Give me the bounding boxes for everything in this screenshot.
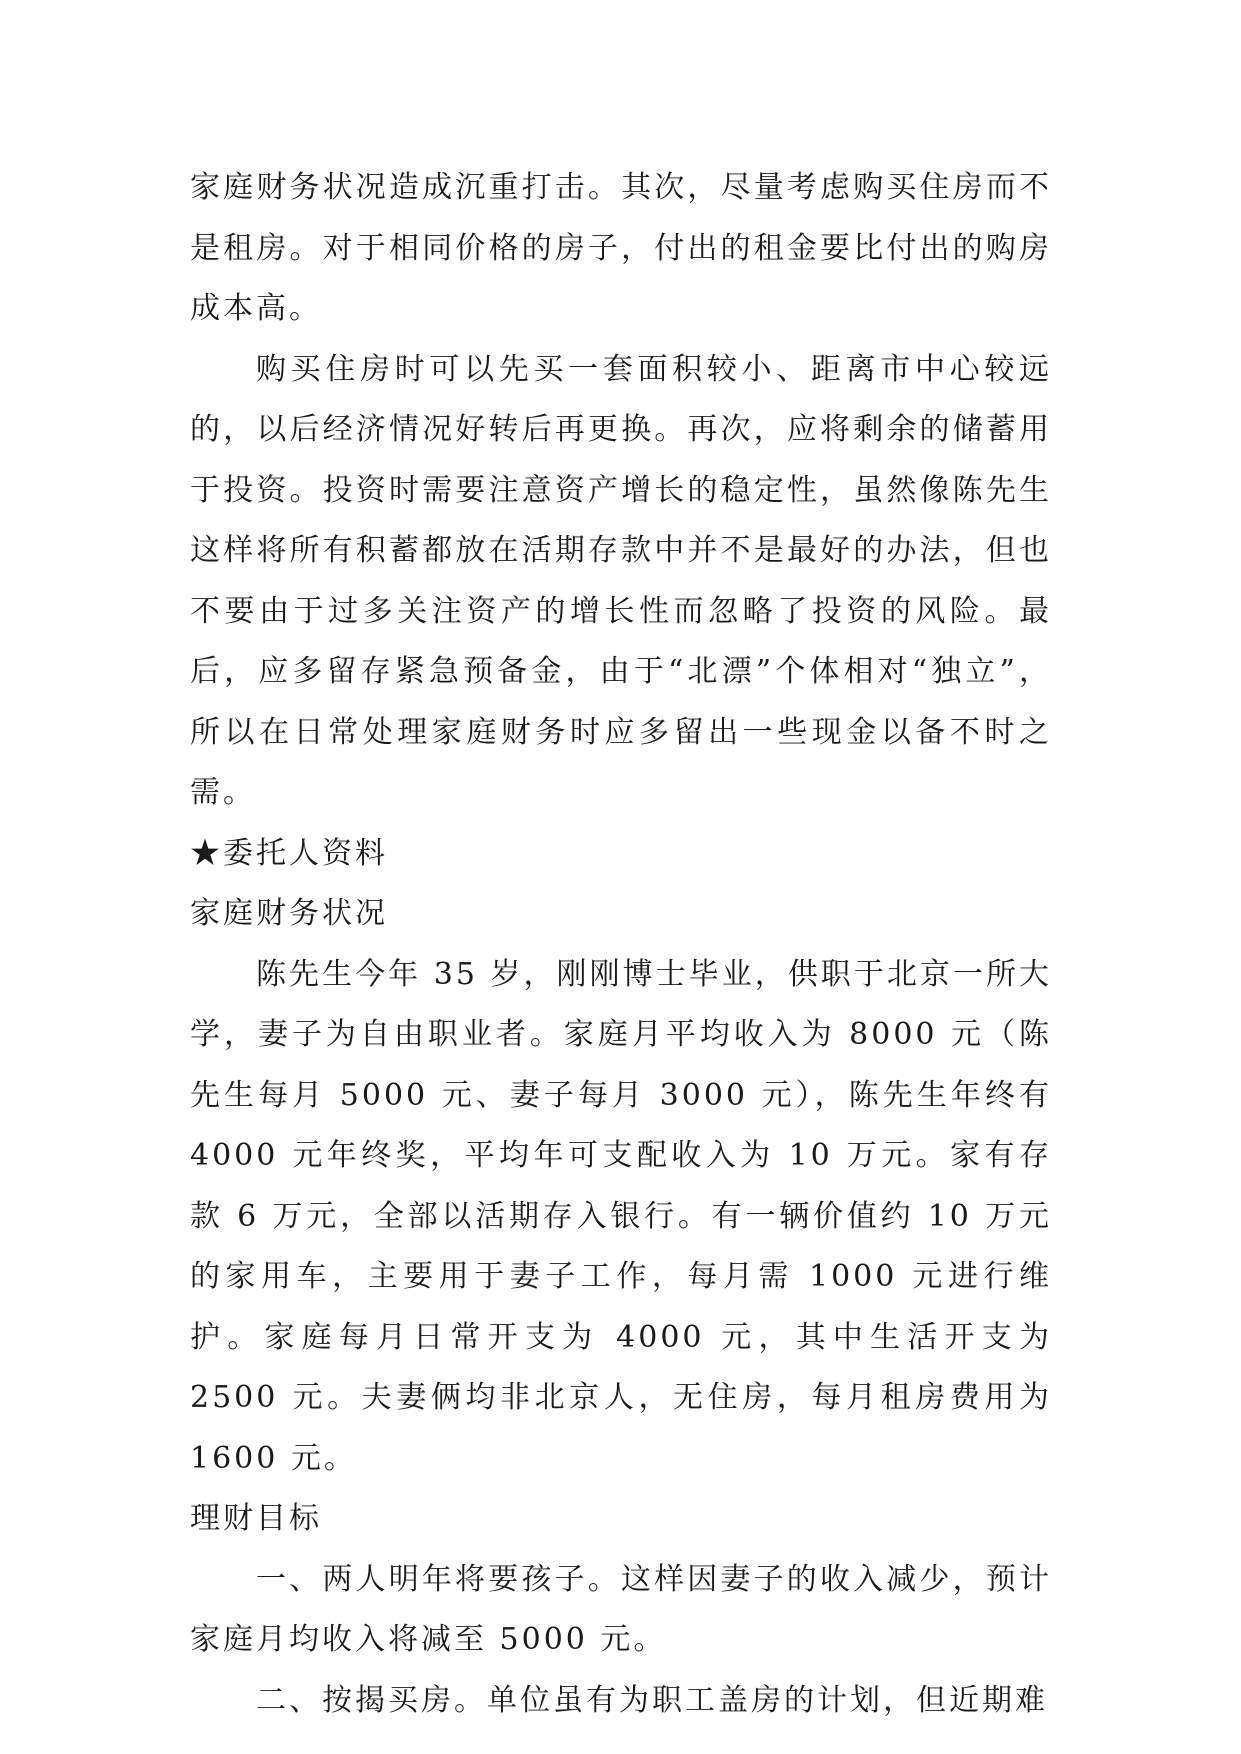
paragraph-family-finances: 陈先生今年 35 岁，刚刚博士毕业，供职于北京一所大学，妻子为自由职业者。家庭月平均收入为 8000 元（陈先生每月 5000 元、妻子每月 3000 元），陈先生年终有 4000 元年终奖，平均年可支配收入为 10 万元。家有存款 6 万元，全部以活期存入银行。有一辆价值约 10 万元的家用车，主要用于妻子工作，每月需 1000 元进行维护。家庭每月日常开支为 4000 元，其中生活开支为 2500 元。夫妻俩均非北京人，无住房，每月租房费用为 1600 元。: [190, 956, 1052, 1476]
heading-family-finances: 家庭财务状况: [190, 896, 388, 931]
paragraph-goal-one: 一、两人明年将要孩子。这样因妻子的收入减少，预计家庭月均收入将减至 5000 元。: [190, 1561, 1052, 1657]
heading-client-profile: ★委托人资料: [190, 835, 388, 871]
heading-financial-goals: 理财目标: [190, 1501, 322, 1536]
paragraph-continuation: 家庭财务状况造成沉重打击。其次，尽量考虑购买住房而不是租房。对于相同价格的房子，付出的租金要比付出的购房成本高。: [190, 170, 1052, 326]
paragraph-goal-two: 二、按揭买房。单位虽有为职工盖房的计划，但近期难: [256, 1682, 1048, 1718]
document-body: [190, 158, 1052, 1731]
paragraph-housing-advice: 购买住房时可以先买一套面积较小、距离市中心较远的，以后经济情况好转后再更换。再次，应将剩余的储蓄用于投资。投资时需要注意资产增长的稳定性，虽然像陈先生这样将所有积蓄都放在活期存款中并不是最好的办法，但也不要由于过多关注资产的增长性而忽略了投资的风险。最后，应多留存紧急预备金，由于“北漂”个体相对“独立”，所以在日常处理家庭财务时应多留出一些现金以备不时之需。: [190, 351, 1052, 810]
